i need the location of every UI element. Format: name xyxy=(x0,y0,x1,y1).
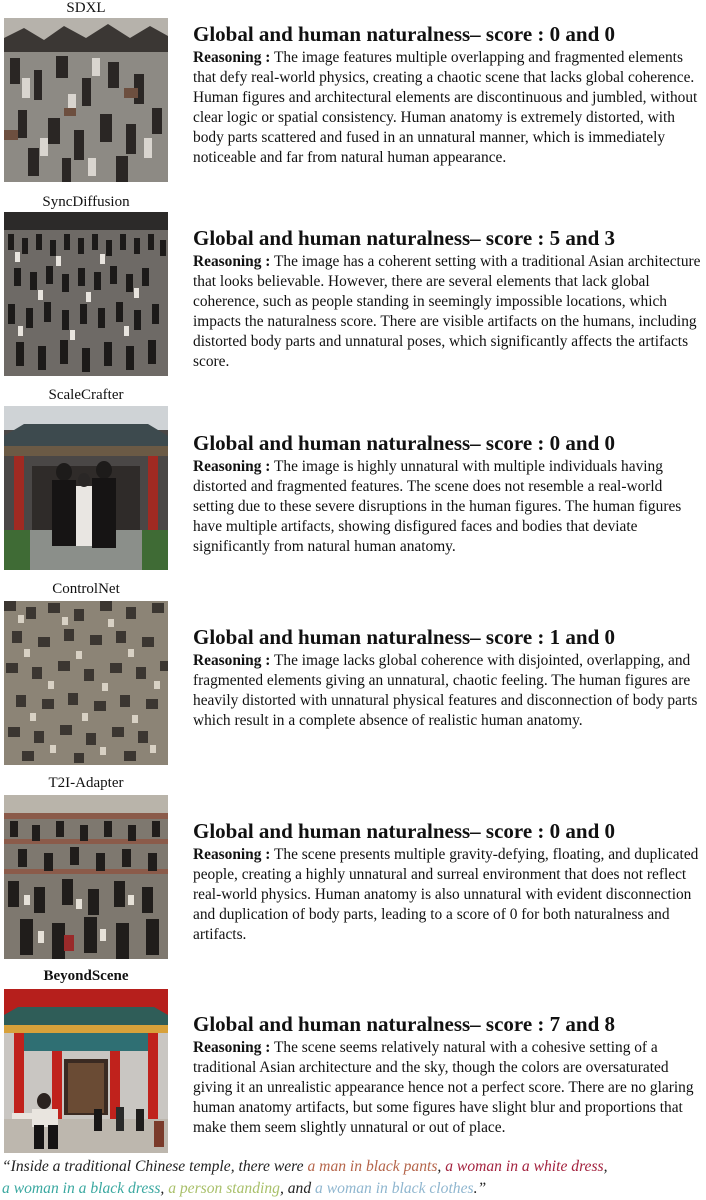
reasoning-text: Reasoning : The image features multiple overlapping and fragmented elements that defy real-world physics, creating a chaotic scene that lacks global coherence. Human figures and architectural elements are discontinuous and jumbled, without clear logic or spatial consistency. Human anatomy is extremely distorted, with body parts scattered and fused in an unnatural manner, which is immediately noticeable and far from natural human appearance. xyxy=(193,49,698,166)
score-title: Global and human naturalness– score : 5 and 3 xyxy=(193,226,616,250)
scalecrafter-image xyxy=(4,406,168,570)
reasoning-text: Reasoning : The image has a coherent setting with a traditional Asian architecture that looks believable. However, there are several elements that lack global coherence, such as people standing in seemingly impossible locations, which impacts the naturalness score. There are visible artifacts on the humans, including distorted body parts and unnatural poses, which significantly affects the artifacts score. xyxy=(193,253,701,370)
sdxl-image xyxy=(4,18,168,182)
method-label: SyncDiffusion xyxy=(42,194,130,210)
generated-image xyxy=(4,795,168,959)
method-label: ScaleCrafter xyxy=(48,387,124,403)
reasoning-text: Reasoning : The scene seems relatively natural with a cohesive setting of a traditional Asian architecture and the sky, though the colors are oversaturated giving it an unrealistic appearance hence not a perfect score. There are no glaring human anatomy artifacts, but some figures have slight blur and proportions that make them seem slightly unnatural or out of place. xyxy=(193,1039,694,1136)
method-label: ControlNet xyxy=(52,581,120,597)
t2i-adapter-image xyxy=(4,795,168,959)
prompt-caption xyxy=(2,1156,706,1200)
generated-image xyxy=(4,989,168,1153)
phrase-woman-black-dress: a woman in a black dress xyxy=(2,1180,161,1197)
syncdiffusion-image xyxy=(4,212,168,376)
caption-line-1: “Inside a traditional Chinese temple, there were a man in black pants, a woman in a white dress, xyxy=(2,1158,608,1175)
method-label: SDXL xyxy=(66,0,106,16)
score-title: Global and human naturalness– score : 1 and 0 xyxy=(193,625,616,649)
beyondscene-image xyxy=(4,989,168,1153)
reasoning-text: Reasoning : The image is highly unnatural with multiple individuals having distorted and fragmented features. The scene does not resemble a real-world setting due to these severe disruptions in the human figures. The human figures have multiple artifacts, showing disfigured faces and bodies that deviate significantly from natural human anatomy. xyxy=(193,458,682,555)
generated-image xyxy=(4,601,168,765)
phrase-woman-white-dress: a woman in a white dress xyxy=(445,1158,604,1175)
score-title: Global and human naturalness– score : 7 and 8 xyxy=(193,1012,616,1036)
controlnet-image xyxy=(4,601,168,765)
score-title: Global and human naturalness– score : 0 and 0 xyxy=(193,431,616,455)
reasoning-text: Reasoning : The image lacks global coherence with disjointed, overlapping, and fragmented elements giving an unnatural, chaotic feeling. The human figures are heavily distorted with unnatural physical features and disconnection of body parts which result in a complete absence of realistic human anatomy. xyxy=(193,652,698,729)
score-title: Global and human naturalness– score : 0 and 0 xyxy=(193,819,616,843)
generated-image xyxy=(4,212,168,376)
caption-line-2: a woman in a black dress, a person standing, and a woman in black clothes.” xyxy=(2,1180,487,1197)
reasoning-text: Reasoning : The scene presents multiple gravity-defying, floating, and duplicated people, creating a highly unnatural and surreal environment that does not reflect real-world physics. Human anatomy is also unnatural with evident disconnection and duplication of body parts, leading to a score of 0 for both naturalness and artifacts. xyxy=(193,846,699,943)
score-title: Global and human naturalness– score : 0 and 0 xyxy=(193,22,616,46)
method-label: T2I-Adapter xyxy=(48,775,124,791)
phrase-man-black-pants: a man in black pants xyxy=(307,1158,438,1175)
generated-image xyxy=(4,406,168,570)
phrase-person-standing: a person standing xyxy=(168,1180,280,1197)
phrase-woman-black-clothes: a woman in black clothes xyxy=(315,1180,474,1197)
generated-image xyxy=(4,18,168,182)
method-label: BeyondScene xyxy=(43,968,129,984)
